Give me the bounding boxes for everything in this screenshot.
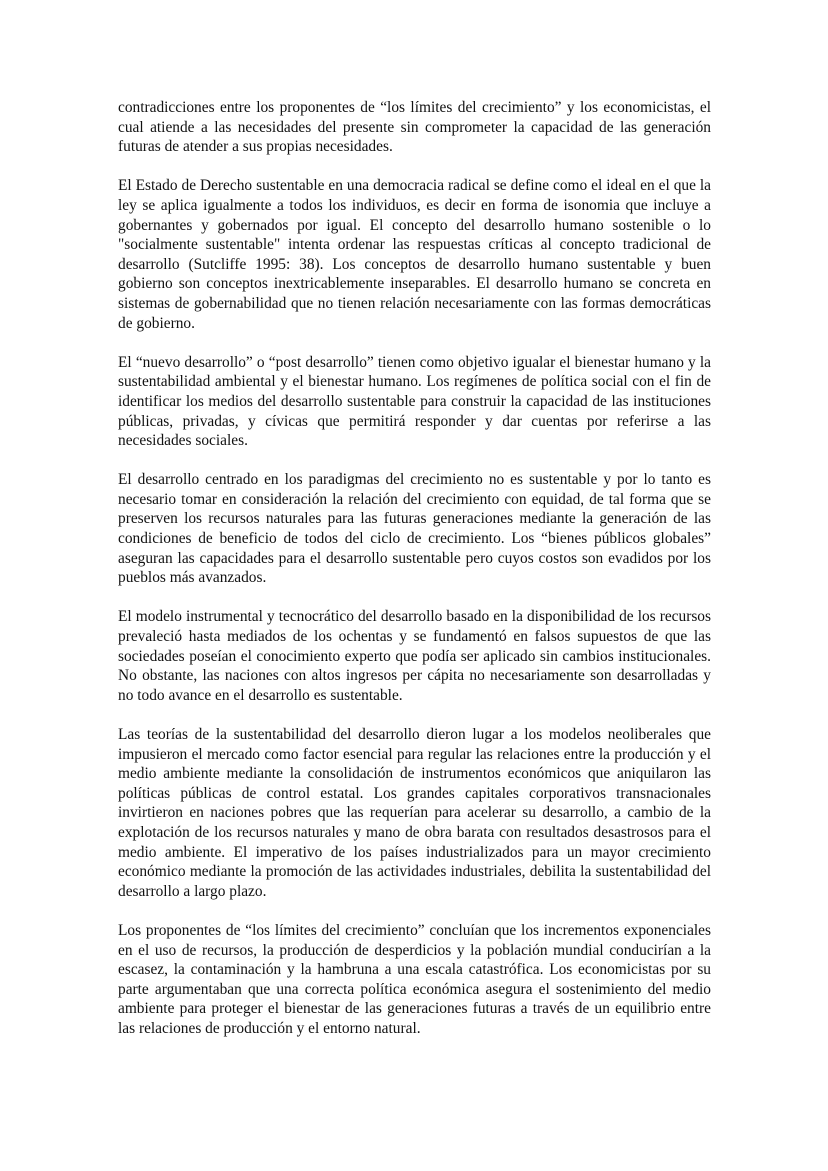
- paragraph-6: Las teorías de la sustentabilidad del desarrollo dieron lugar a los modelos neoliberales que impusieron el mercado como factor esencial para regular las relaciones entre la producción y el medio ambiente mediante la consolidación de instrumentos económicos que aniquilaron las políticas públicas de control estatal. Los grandes capitales corporativos transnacionales invirtieron en naciones pobres que las requerían para acelerar su desarrollo, a cambio de la explotación de los recursos naturales y mano de obra barata con resultados desastrosos para el medio ambiente. El imperativo de los países industrializados para un mayor crecimiento económico mediante la promoción de las actividades industriales, debilita la sustentabilidad del desarrollo a largo plazo.: [118, 726, 711, 900]
- paragraph-1: contradicciones entre los proponentes de “los límites del crecimiento” y los economicistas, el cual atiende a las necesidades del presente sin comprometer la capacidad de las generación futuras de atender a sus propias necesidades.: [118, 99, 711, 156]
- paragraph-7: Los proponentes de “los límites del crecimiento” concluían que los incrementos exponenciales en el uso de recursos, la producción de desperdicios y la población mundial conducirían a la escasez, la contaminación y la hambruna a una escala catastrófica. Los economicistas por su parte argumentaban que una correcta política económica asegura el sostenimiento del medio ambiente para proteger el bienestar de las generaciones futuras a través de un equilibrio entre las relaciones de producción y el entorno natural.: [118, 921, 711, 1037]
- paragraph-4: El desarrollo centrado en los paradigmas del crecimiento no es sustentable y por lo tanto es necesario tomar en consideración la relación del crecimiento con equidad, de tal forma que se preserven los recursos naturales para las futuras generaciones mediante la generación de las condiciones de beneficio de todos del ciclo de crecimiento. Los “bienes públicos globales” aseguran las capacidades para el desarrollo sustentable pero cuyos costos son evadidos por los pueblos más avanzados.: [118, 471, 711, 587]
- paragraph-5: El modelo instrumental y tecnocrático del desarrollo basado en la disponibilidad de los recursos prevaleció hasta mediados de los ochentas y se fundamentó en falsos supuestos de que las sociedades poseían el conocimiento experto que podía ser aplicado sin cambios institucionales. No obstante, las naciones con altos ingresos per cápita no necesariamente son desarrolladas y no todo avance en el desarrollo es sustentable.: [118, 608, 711, 704]
- document-page: [118, 98, 711, 1039]
- paragraph-3: El “nuevo desarrollo” o “post desarrollo” tienen como objetivo igualar el bienestar humano y la sustentabilidad ambiental y el bienestar humano. Los regímenes de política social con el fin de identificar los medios del desarrollo sustentable para construir la capacidad de las instituciones públicas, privadas, y cívicas que permitirá responder y dar cuentas por referirse a las necesidades sociales.: [118, 353, 711, 450]
- paragraph-2: El Estado de Derecho sustentable en una democracia radical se define como el ideal en el que la ley se aplica igualmente a todos los individuos, es decir en forma de isonomia que incluye a gobernantes y gobernados por igual. El concepto del desarrollo humano sostenible o lo "socialmente sustentable" intenta ordenar las respuestas críticas al concepto tradicional de desarrollo (Sutcliffe 1995: 38). Los conceptos de desarrollo humano sustentable y buen gobierno son conceptos inextricablemente inseparables. El desarrollo humano se concreta en sistemas de gobernabilidad que no tienen relación necesariamente con las formas democráticas de gobierno.: [118, 177, 711, 332]
